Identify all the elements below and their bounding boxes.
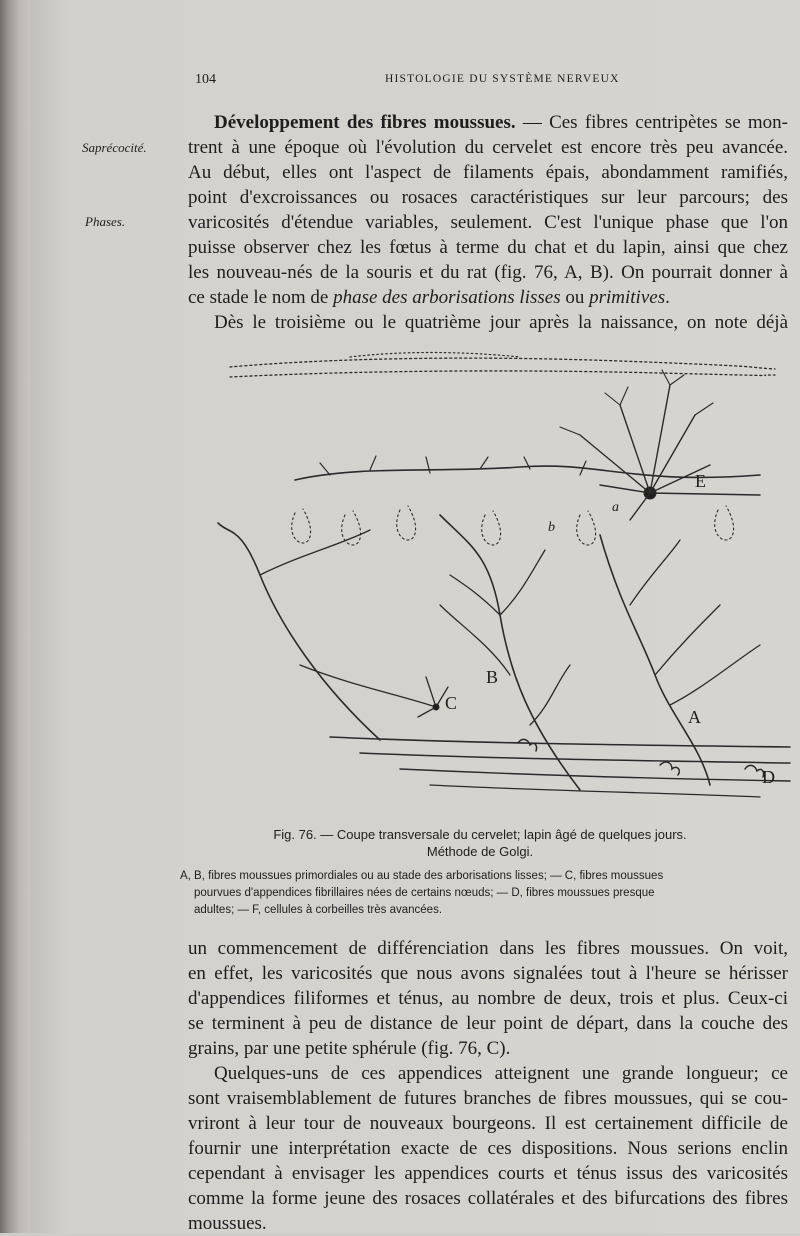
figure-label-c: C <box>445 693 458 713</box>
figure-label-a-small: a <box>612 500 619 515</box>
figure-legend-line: adultes; — F, cellules à corbeilles très avancées. <box>194 904 443 916</box>
dotted-parallel-fibre <box>230 371 775 377</box>
paragraph-line: comme la forme jeune des rosaces collatérales et des bifurcations des fibres <box>188 1188 788 1209</box>
figure-label-b-small: b <box>548 520 555 535</box>
white-matter-fibre <box>330 737 790 747</box>
paragraph-line: d'appendices filiformes et ténus, au nombre de deux, trois et plus. Ceux-ci <box>188 988 788 1009</box>
mossy-fibre-b <box>440 515 580 790</box>
figure-label-d: D <box>762 767 775 787</box>
figure-label-a: A <box>688 707 701 727</box>
mossy-fibre-c <box>218 523 380 740</box>
molecular-branch <box>295 466 760 480</box>
margin-note-phases: Phases. <box>85 214 126 229</box>
basket-outline <box>715 506 734 540</box>
phase-line-text: ou <box>560 287 590 308</box>
text-block-top <box>188 110 788 335</box>
dotted-parallel-fibre <box>230 358 775 369</box>
paragraph-line: varicosités d'étendue variables, seulement. C'est l'unique phase que l'on <box>188 212 788 233</box>
figure-legend-line: A, B, fibres moussues primordiales ou au stade des arborisations lisses; — C, fibres moussues <box>180 870 664 882</box>
paragraph-line: Quelques-uns de ces appendices atteignent une grande longueur; ce <box>214 1063 788 1084</box>
margin-note-precocity: Saprécocité. <box>82 140 147 155</box>
mossy-fibre-c <box>260 530 448 717</box>
phase-term-primitive: primitives <box>589 287 666 308</box>
figure-caption-line: Fig. 76. — Coupe transversale du cervelet; lapin âgé de quelques jours. <box>273 827 687 842</box>
paragraph-line: fournir une interprétation exacte de ces dispositions. Nous serions enclin <box>188 1138 788 1159</box>
phase-term-smooth: phase des arborisations lisses <box>333 287 561 308</box>
paragraph-line: cependant à envisager les appendices courts et ténus issus des varicosités <box>188 1163 788 1184</box>
phase-line-text: . <box>665 287 670 308</box>
figure-caption <box>180 826 780 860</box>
figure-legend-line: pourvues d'appendices fibrillaires nées de certains nœuds; — D, fibres moussues presque <box>194 887 655 899</box>
white-matter-fibre <box>400 769 790 781</box>
basket-outline <box>397 506 416 540</box>
page-number: 104 <box>195 72 216 87</box>
paragraph-line: se terminent à peu de distance de leur point de départ, dans la couche des <box>188 1013 788 1034</box>
paragraph-line: vriront à leur tour de nouveaux bourgeons. Il est certainement difficile de <box>188 1113 788 1134</box>
running-head: HISTOLOGIE DU SYSTÈME NERVEUX <box>385 73 620 85</box>
paragraph-line: sont vraisemblablement de futures branches de fibres moussues, qui se cou- <box>188 1088 788 1109</box>
phase-line-text: ce stade le nom de <box>188 287 334 308</box>
paragraph-line-text: — Ces fibres centripètes se mon- <box>522 112 788 133</box>
figure-76-drawing <box>200 345 800 815</box>
basket-outline <box>577 511 596 545</box>
paragraph-line: grains, par une petite sphérule (fig. 76, C). <box>188 1038 511 1059</box>
paragraph-line: puisse observer chez les fœtus à terme du chat et du lapin, ainsi que chez <box>188 237 788 258</box>
white-matter-fibre <box>430 785 760 797</box>
figure-caption-line: Méthode de Golgi. <box>426 844 534 859</box>
paragraph-line: Dès le troisième ou le quatrième jour après la naissance, on note déjà <box>214 312 788 333</box>
mossy-node <box>433 704 439 710</box>
figure-label-e: E <box>695 471 706 491</box>
basket-outline <box>482 511 501 545</box>
paragraph-line: Au début, elles ont l'aspect de filaments épais, abondamment ramifiés, <box>188 162 788 183</box>
basket-cell-dendrites <box>560 370 713 435</box>
figure-legend <box>180 868 785 919</box>
paragraph-line <box>188 110 788 135</box>
paragraph-line: un commencement de différenciation dans les fibres moussues. On voit, <box>188 938 788 959</box>
basket-outline <box>292 509 311 543</box>
dotted-parallel-fibre <box>350 353 520 358</box>
paragraph-line: les nouveau-nés de la souris et du rat (fig. 76, A, B). On pourrait donner à <box>188 262 788 283</box>
white-matter-fibre <box>360 753 790 763</box>
paragraph-line: trent à une époque où l'évolution du cervelet est encore très peu avancée. <box>188 137 788 158</box>
text-block-bottom <box>188 936 788 1236</box>
paragraph-line <box>188 285 788 310</box>
mossy-fibre-a <box>630 540 760 705</box>
paragraph-line: point d'excroissances ou rosaces caractéristiques sur leur parcours; des <box>188 187 788 208</box>
basket-outline <box>342 511 361 545</box>
figure-label-b: B <box>486 667 499 687</box>
basket-cell-dendrites <box>580 385 760 520</box>
book-spine-shadow <box>0 0 30 1233</box>
paragraph-line: moussues. <box>188 1213 267 1234</box>
section-title: Développement des fibres moussues. <box>214 112 516 133</box>
paragraph-line: en effet, les varicosités que nous avons signalées tout à l'heure se hérisser <box>188 963 788 984</box>
